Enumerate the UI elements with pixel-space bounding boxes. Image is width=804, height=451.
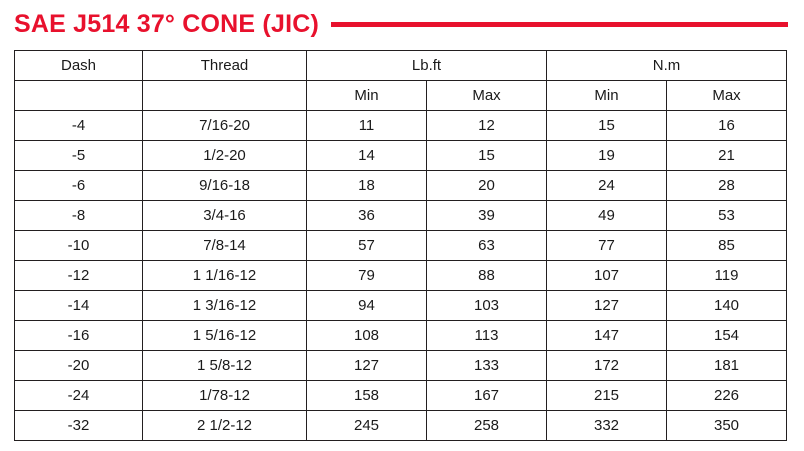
cell-thread: 1/2-20 — [143, 141, 307, 171]
cell-lbft-min: 108 — [307, 321, 427, 351]
cell-lbft-max: 167 — [427, 381, 547, 411]
cell-lbft-min: 57 — [307, 231, 427, 261]
cell-nm-max: 85 — [667, 231, 787, 261]
column-header-nm-max: Max — [667, 81, 787, 111]
table-row — [15, 351, 787, 381]
cell-lbft-min: 158 — [307, 381, 427, 411]
cell-lbft-min: 36 — [307, 201, 427, 231]
cell-dash: -6 — [15, 171, 143, 201]
cell-dash: -14 — [15, 291, 143, 321]
cell-nm-min: 147 — [547, 321, 667, 351]
cell-nm-min: 215 — [547, 381, 667, 411]
cell-thread: 7/16-20 — [143, 111, 307, 141]
table-row — [15, 201, 787, 231]
table-row — [15, 231, 787, 261]
column-header-lbft-min: Min — [307, 81, 427, 111]
cell-lbft-max: 133 — [427, 351, 547, 381]
cell-nm-min: 19 — [547, 141, 667, 171]
table-header-sub — [15, 81, 787, 111]
cell-thread: 1 5/8-12 — [143, 351, 307, 381]
column-group-nm: N.m — [547, 51, 787, 81]
cell-lbft-min: 245 — [307, 411, 427, 441]
cell-nm-max: 181 — [667, 351, 787, 381]
cell-lbft-min: 79 — [307, 261, 427, 291]
cell-thread: 3/4-16 — [143, 201, 307, 231]
column-group-lbft: Lb.ft — [307, 51, 547, 81]
cell-lbft-max: 15 — [427, 141, 547, 171]
cell-nm-max: 140 — [667, 291, 787, 321]
cell-lbft-max: 113 — [427, 321, 547, 351]
table-row — [15, 171, 787, 201]
cell-nm-max: 119 — [667, 261, 787, 291]
cell-nm-max: 350 — [667, 411, 787, 441]
cell-nm-max: 21 — [667, 141, 787, 171]
page-header — [0, 0, 804, 44]
table-row — [15, 141, 787, 171]
page-title: SAE J514 37° CONE (JIC) — [14, 9, 319, 38]
cell-dash: -12 — [15, 261, 143, 291]
cell-lbft-max: 103 — [427, 291, 547, 321]
cell-lbft-min: 14 — [307, 141, 427, 171]
cell-thread: 9/16-18 — [143, 171, 307, 201]
cell-nm-max: 53 — [667, 201, 787, 231]
cell-thread: 1 1/16-12 — [143, 261, 307, 291]
column-header-lbft-max: Max — [427, 81, 547, 111]
cell-thread: 1 3/16-12 — [143, 291, 307, 321]
cell-lbft-max: 20 — [427, 171, 547, 201]
cell-lbft-min: 127 — [307, 351, 427, 381]
table-header-top — [15, 51, 787, 81]
cell-lbft-min: 18 — [307, 171, 427, 201]
cell-thread: 2 1/2-12 — [143, 411, 307, 441]
cell-nm-min: 15 — [547, 111, 667, 141]
table-row — [15, 321, 787, 351]
table-row — [15, 291, 787, 321]
column-header-thread: Thread — [143, 51, 307, 81]
cell-dash: -16 — [15, 321, 143, 351]
column-header-dash: Dash — [15, 51, 143, 81]
cell-nm-min: 172 — [547, 351, 667, 381]
cell-dash: -24 — [15, 381, 143, 411]
column-header-dash-spacer — [15, 81, 143, 111]
cell-lbft-max: 39 — [427, 201, 547, 231]
cell-lbft-max: 88 — [427, 261, 547, 291]
cell-dash: -8 — [15, 201, 143, 231]
cell-thread: 1/78-12 — [143, 381, 307, 411]
column-header-thread-spacer — [143, 81, 307, 111]
cell-lbft-min: 11 — [307, 111, 427, 141]
torque-table — [14, 50, 787, 441]
cell-lbft-max: 258 — [427, 411, 547, 441]
cell-dash: -4 — [15, 111, 143, 141]
cell-nm-min: 24 — [547, 171, 667, 201]
cell-nm-max: 28 — [667, 171, 787, 201]
table-row — [15, 411, 787, 441]
cell-nm-max: 154 — [667, 321, 787, 351]
table-row — [15, 261, 787, 291]
cell-lbft-min: 94 — [307, 291, 427, 321]
table-row — [15, 111, 787, 141]
cell-dash: -10 — [15, 231, 143, 261]
cell-thread: 7/8-14 — [143, 231, 307, 261]
title-divider — [331, 22, 788, 27]
cell-dash: -5 — [15, 141, 143, 171]
cell-nm-min: 332 — [547, 411, 667, 441]
cell-nm-max: 226 — [667, 381, 787, 411]
cell-lbft-max: 12 — [427, 111, 547, 141]
cell-dash: -20 — [15, 351, 143, 381]
cell-nm-min: 127 — [547, 291, 667, 321]
cell-nm-max: 16 — [667, 111, 787, 141]
column-header-nm-min: Min — [547, 81, 667, 111]
cell-nm-min: 77 — [547, 231, 667, 261]
cell-nm-min: 49 — [547, 201, 667, 231]
cell-dash: -32 — [15, 411, 143, 441]
cell-lbft-max: 63 — [427, 231, 547, 261]
cell-nm-min: 107 — [547, 261, 667, 291]
table-row — [15, 381, 787, 411]
cell-thread: 1 5/16-12 — [143, 321, 307, 351]
